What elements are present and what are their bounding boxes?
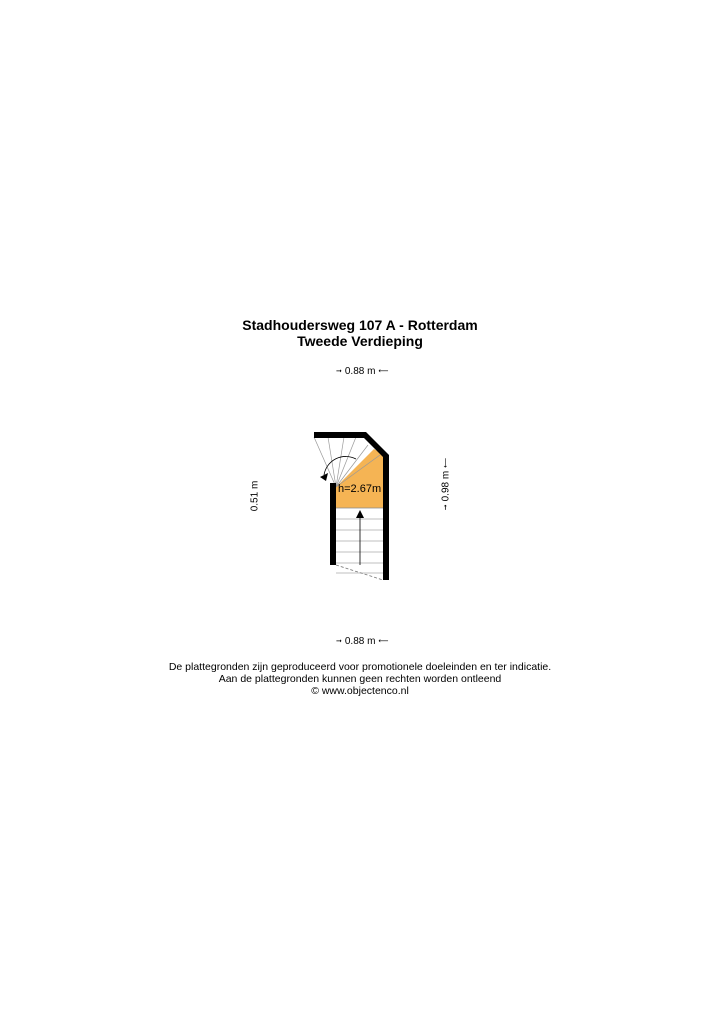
height-label: h=2.67m bbox=[338, 483, 382, 495]
dimension-top-label: 0.88 m bbox=[344, 366, 376, 377]
up-arrow-icon bbox=[356, 510, 364, 518]
wall-inner bbox=[330, 483, 336, 565]
arrow-right-icon: ➞ bbox=[442, 504, 450, 511]
arrow-left-icon: ⟵ bbox=[442, 457, 450, 468]
page-subtitle: Tweede Verdieping bbox=[297, 333, 423, 349]
page-title: Stadhoudersweg 107 A - Rotterdam bbox=[242, 317, 478, 333]
arrow-left-icon: ⟵ bbox=[378, 368, 389, 375]
disclaimer-line-1: De plattegronden zijn geproduceerd voor promotionele doeleinden en ter indicatie. bbox=[168, 661, 552, 673]
arrow-right-icon: ➞ bbox=[336, 368, 342, 375]
dimension-bottom bbox=[336, 636, 389, 648]
dimension-top bbox=[336, 366, 389, 378]
arrow-right-icon: ➞ bbox=[336, 638, 342, 645]
disclaimer-line-2: Aan de plattegronden kunnen geen rechten worden ontleend bbox=[218, 673, 502, 685]
dimension-left-label: 0.51 m bbox=[249, 480, 261, 512]
copyright-line: © www.objectenco.nl bbox=[311, 685, 409, 697]
floorplan bbox=[300, 425, 400, 590]
dimension-bottom-label: 0.88 m bbox=[344, 636, 376, 647]
stair-treads bbox=[336, 519, 383, 573]
dimension-right-label: 0.98 m bbox=[440, 470, 452, 502]
dimension-right bbox=[440, 458, 452, 511]
stair-edge bbox=[336, 565, 383, 580]
landing-area bbox=[336, 449, 387, 508]
arrow-left-icon: ⟵ bbox=[378, 638, 389, 645]
